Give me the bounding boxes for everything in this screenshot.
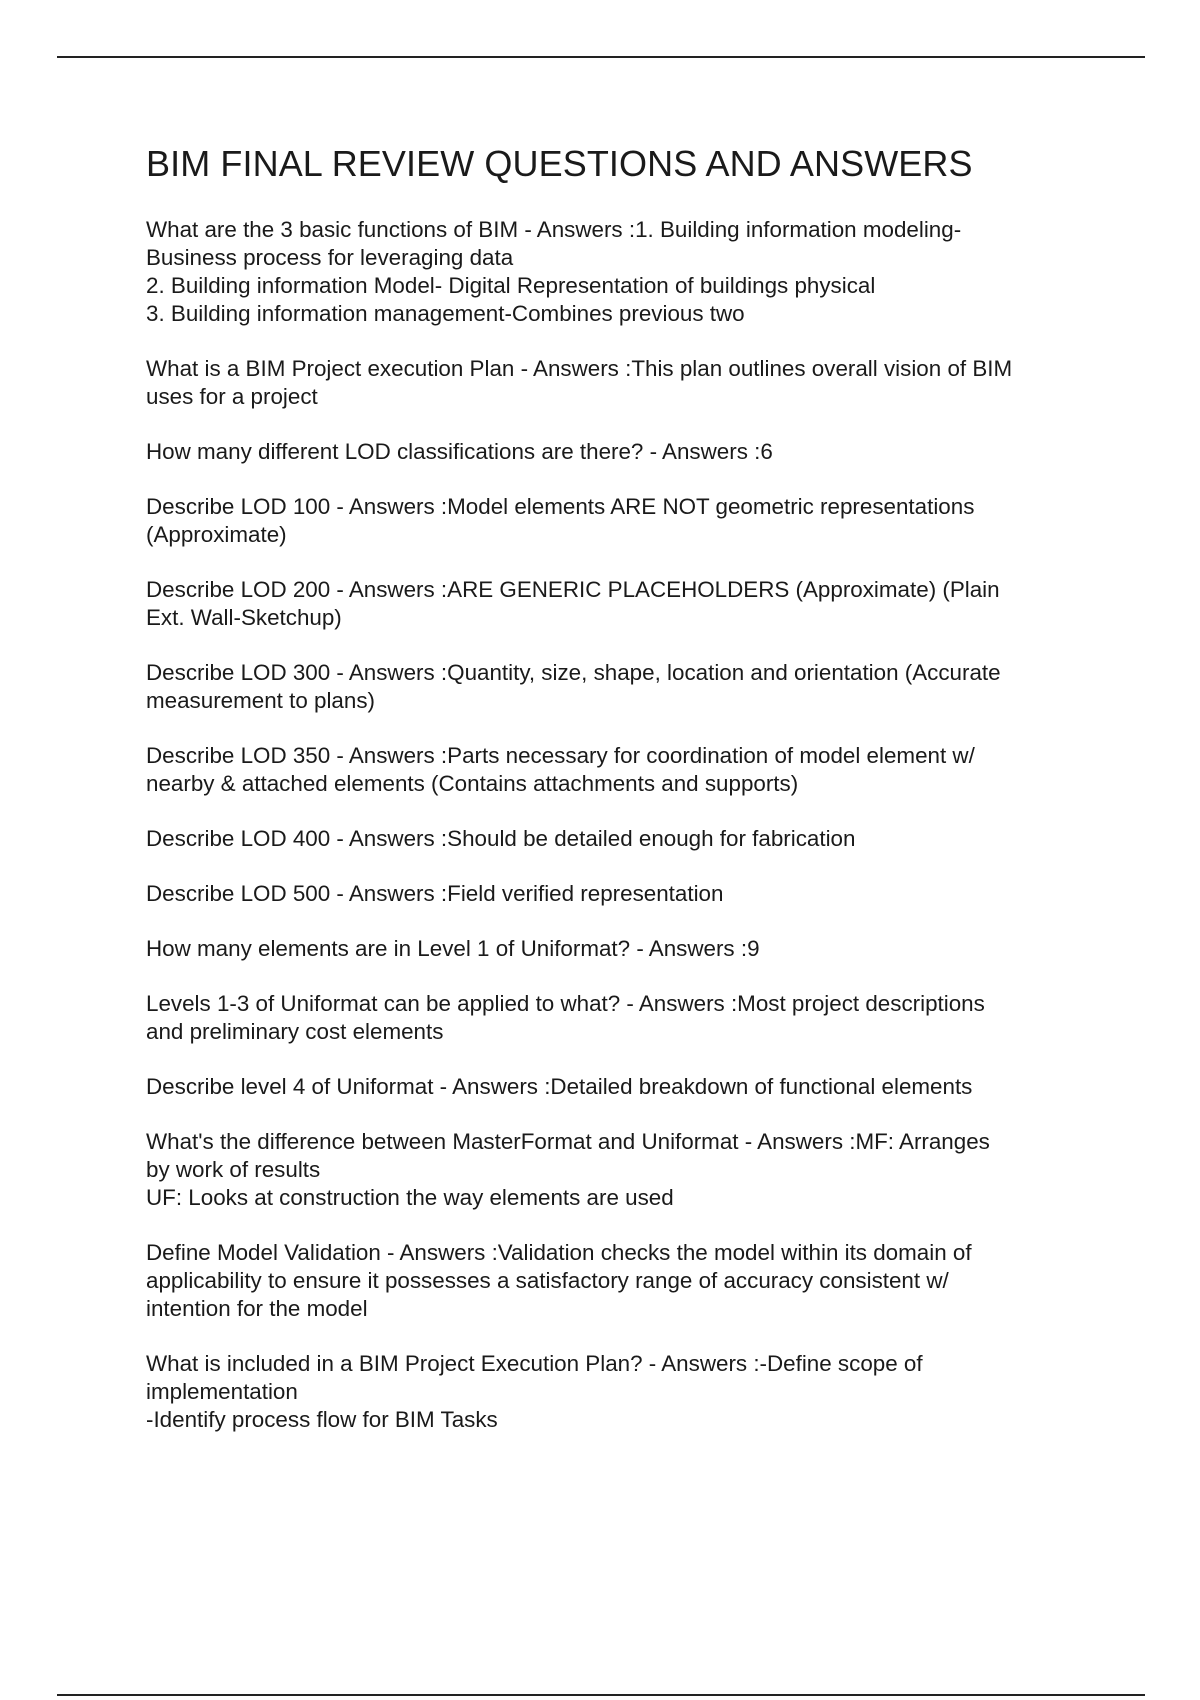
qa-entry	[146, 438, 1106, 466]
qa-entry-line: Describe LOD 300 - Answers :Quantity, size, shape, location and orientation (Accurate	[146, 660, 1001, 685]
qa-entry-line: Business process for leveraging data	[146, 245, 514, 270]
qa-entry-line: (Approximate)	[146, 522, 287, 547]
qa-entry-line: Levels 1-3 of Uniformat can be applied to what? - Answers :Most project descriptions	[146, 991, 985, 1016]
top-divider	[57, 56, 1145, 58]
qa-entry-line: Describe LOD 200 - Answers :ARE GENERIC PLACEHOLDERS (Approximate) (Plain	[146, 577, 1000, 602]
qa-list	[146, 216, 1106, 1434]
qa-entry	[146, 825, 1106, 853]
qa-entry-line: measurement to plans)	[146, 688, 375, 713]
qa-entry	[146, 576, 1106, 632]
qa-entry-line: 2. Building information Model- Digital Representation of buildings physical	[146, 273, 876, 298]
qa-entry-line: What are the 3 basic functions of BIM - Answers :1. Building information modeling-	[146, 217, 962, 242]
qa-entry	[146, 742, 1106, 798]
qa-entry-line: uses for a project	[146, 384, 318, 409]
qa-entry	[146, 1239, 1106, 1323]
qa-entry	[146, 1128, 1106, 1212]
qa-entry-line: What is included in a BIM Project Execution Plan? - Answers :-Define scope of	[146, 1351, 923, 1376]
qa-entry	[146, 355, 1106, 411]
qa-entry	[146, 935, 1106, 963]
qa-entry	[146, 880, 1106, 908]
qa-entry	[146, 1073, 1106, 1101]
qa-entry-line: nearby & attached elements (Contains attachments and supports)	[146, 771, 799, 796]
qa-entry-line: and preliminary cost elements	[146, 1019, 444, 1044]
qa-entry-line: Define Model Validation - Answers :Validation checks the model within its domain of	[146, 1240, 972, 1265]
document-body	[146, 140, 1106, 1461]
qa-entry-line: implementation	[146, 1379, 298, 1404]
qa-entry-line: applicability to ensure it possesses a satisfactory range of accuracy consistent w/	[146, 1268, 949, 1293]
qa-entry-line: Describe LOD 100 - Answers :Model elements ARE NOT geometric representations	[146, 494, 975, 519]
qa-entry-line: Describe LOD 350 - Answers :Parts necessary for coordination of model element w/	[146, 743, 975, 768]
qa-entry-line: Describe LOD 400 - Answers :Should be detailed enough for fabrication	[146, 826, 856, 851]
qa-entry-line: What is a BIM Project execution Plan - Answers :This plan outlines overall vision of BIM	[146, 356, 1013, 381]
qa-entry	[146, 659, 1106, 715]
document-title: BIM FINAL REVIEW QUESTIONS AND ANSWERS	[146, 143, 973, 184]
bottom-divider	[57, 1694, 1145, 1696]
qa-entry-line: How many different LOD classifications are there? - Answers :6	[146, 439, 773, 464]
qa-entry-line: intention for the model	[146, 1296, 368, 1321]
qa-entry	[146, 990, 1106, 1046]
qa-entry	[146, 1350, 1106, 1434]
qa-entry-line: Describe level 4 of Uniformat - Answers :Detailed breakdown of functional elements	[146, 1074, 973, 1099]
qa-entry-line: UF: Looks at construction the way elements are used	[146, 1185, 674, 1210]
qa-entry	[146, 493, 1106, 549]
qa-entry	[146, 216, 1106, 328]
qa-entry-line: by work of results	[146, 1157, 321, 1182]
qa-entry-line: What's the difference between MasterFormat and Uniformat - Answers :MF: Arranges	[146, 1129, 990, 1154]
qa-entry-line: Ext. Wall-Sketchup)	[146, 605, 342, 630]
qa-entry-line: Describe LOD 500 - Answers :Field verified representation	[146, 881, 724, 906]
qa-entry-line: -Identify process flow for BIM Tasks	[146, 1407, 498, 1432]
qa-entry-line: How many elements are in Level 1 of Uniformat? - Answers :9	[146, 936, 760, 961]
qa-entry-line: 3. Building information management-Combines previous two	[146, 301, 745, 326]
